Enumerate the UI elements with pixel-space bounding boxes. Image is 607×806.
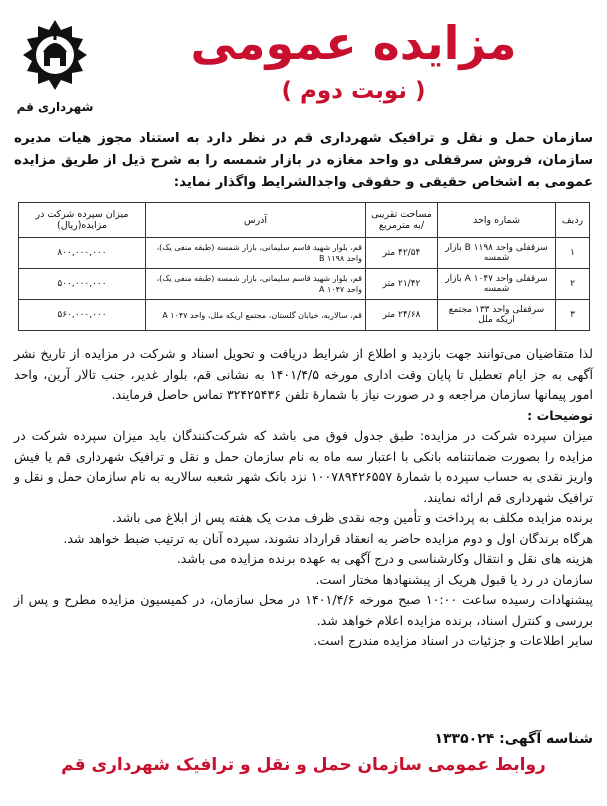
logo-caption: شهرداری قم: [16, 100, 94, 114]
notice-title: مزایده عمومی: [190, 16, 517, 70]
municipality-logo: [12, 18, 98, 114]
ad-id: شناسه آگهی: ۱۳۳۵۰۲۴: [434, 731, 593, 747]
forfeit-note: هرگاه برندگان اول و دوم مزایده حاضر به انعقاد قرارداد نشوند، سپرده آنان به ترتیب ضبط خواهد شد.: [63, 530, 593, 546]
table-header-row: [19, 203, 590, 238]
cell-deposit: ۸۰۰,۰۰۰,۰۰۰: [19, 238, 146, 269]
notice-header: [0, 0, 607, 128]
table-row: [19, 269, 590, 300]
cell-row: ۱: [556, 238, 590, 269]
cell-address: قم، بلوار شهید قاسم سلیمانی، بازار شمسه (طبقه منفی یک)، واحد ۱۰۴۷ A: [146, 269, 366, 300]
cell-unit: سرقفلی واحد ۱۱۹۸ B بازار شمسه: [438, 238, 556, 269]
cell-address: قم، بلوار شهید قاسم سلیمانی، بازار شمسه (طبقه منفی یک)، واحد ۱۱۹۸ B: [146, 238, 366, 269]
info-note: سایر اطلاعات و جزئیات در اسناد مزایده مندرج است.: [313, 633, 593, 648]
cell-unit: سرقفلی واحد ۱۰۴۷ A بازار شمسه: [438, 269, 556, 300]
cell-area: ۲۱/۴۲ متر: [366, 269, 438, 300]
deposit-note: میزان سپرده شرکت در مزایده: طبق جدول فوق می باشد که شرکت‌کنندگان باید میزان سپرده شرکت در مزایده را بصورت ضمانتنامه بانکی با اعتبار سه ماه به نام سازمان حمل و نقل و ترافیک شهرداری قم یا فیش واریز نقدی به حساب سپرده با شمارهٔ ۱۰۰۷۸۹۴۲۶۵۵۷ نزد بانک شهر شعبه سالاریه به نام سازمان حمل و نقل و ترافیک شهرداری قم ارائه نمایند.: [14, 428, 593, 505]
cell-address: قم، سالاریه، خیابان گلستان، مجتمع اریکه ملل، واحد ۱۰۴۷ A: [146, 300, 366, 331]
notes-heading: توضیحات :: [527, 407, 593, 423]
opening-note: پیشنهادات رسیده ساعت ۱۰:۰۰ صبح مورخه ۱۴۰۱/۴/۶ در محل سازمان، در کمیسیون مزایده مطرح و پس از بررسی و کنترل اسناد، برنده مزایده اعلام خواهد شد.: [14, 592, 593, 628]
cell-area: ۴۲/۵۴ متر: [366, 238, 438, 269]
cell-row: ۳: [556, 300, 590, 331]
col-header-deposit: میزان سپرده شرکت در مزایده(ریال): [19, 203, 146, 238]
cell-unit: سرقفلی واحد ۱۳۳ مجتمع اریکه ملل: [438, 300, 556, 331]
winner-note: برنده مزایده مکلف به پرداخت و تأمین وجه نقدی ظرف مدت یک هفته پس از ابلاغ می باشد.: [111, 510, 593, 525]
cell-deposit: ۵۰۰,۰۰۰,۰۰۰: [19, 269, 146, 300]
rights-note: سازمان در رد یا قبول هریک از پیشنهادها مختار است.: [315, 571, 593, 587]
units-table: [18, 202, 590, 331]
col-header-row: ردیف: [556, 203, 590, 238]
notice-round: ( نوبت دوم ): [281, 78, 426, 104]
col-header-address: آدرس: [146, 203, 366, 238]
cost-note: هزینه های نقل و انتقال وکارشناسی و درج آگهی به عهده برنده مزایده می باشد.: [176, 551, 593, 566]
intro-paragraph: سازمان حمل و نقل و ترافیک شهرداری قم در نظر دارد به استناد مجوز هیات مدیره سازمان، فروش سرقفلی دو واحد مغازه در بازار شمسه را به شرح ذیل از طریق مزایده عمومی به اشخاص حقیقی و حقوقی واجدالشرایط واگذار نماید:: [14, 131, 593, 190]
qom-municipality-emblem-icon: [12, 18, 98, 92]
cell-deposit: ۵۶۰,۰۰۰,۰۰۰: [19, 300, 146, 331]
notice-body: [14, 344, 593, 652]
cell-area: ۲۴/۶۸ متر: [366, 300, 438, 331]
applicants-paragraph: لذا متقاضیان می‌توانند جهت بازدید و اطلاع از شرایط دریافت و تحویل اسناد و شرکت در مزایده از تاریخ نشر آگهی به جز ایام تعطیل تا پایان وقت اداری مورخه ۱۴۰۱/۴/۵ به نشانی قم، بلوار غدیر، جنب تالار آرین، واحد امور پیمانها سازمان مراجعه و در صورت نیاز با شمارهٔ تلفن ۳۲۴۲۵۴۳۶ تماس حاصل فرمایند.: [14, 346, 593, 402]
col-header-area: مساحت تقریبی /به مترمربع: [366, 203, 438, 238]
footer-signature: روابط عمومی سازمان حمل و نقل و ترافیک شهرداری قم: [61, 755, 546, 775]
col-header-unit: شماره واحد: [438, 203, 556, 238]
table-row: [19, 300, 590, 331]
cell-row: ۲: [556, 269, 590, 300]
table-row: [19, 238, 590, 269]
